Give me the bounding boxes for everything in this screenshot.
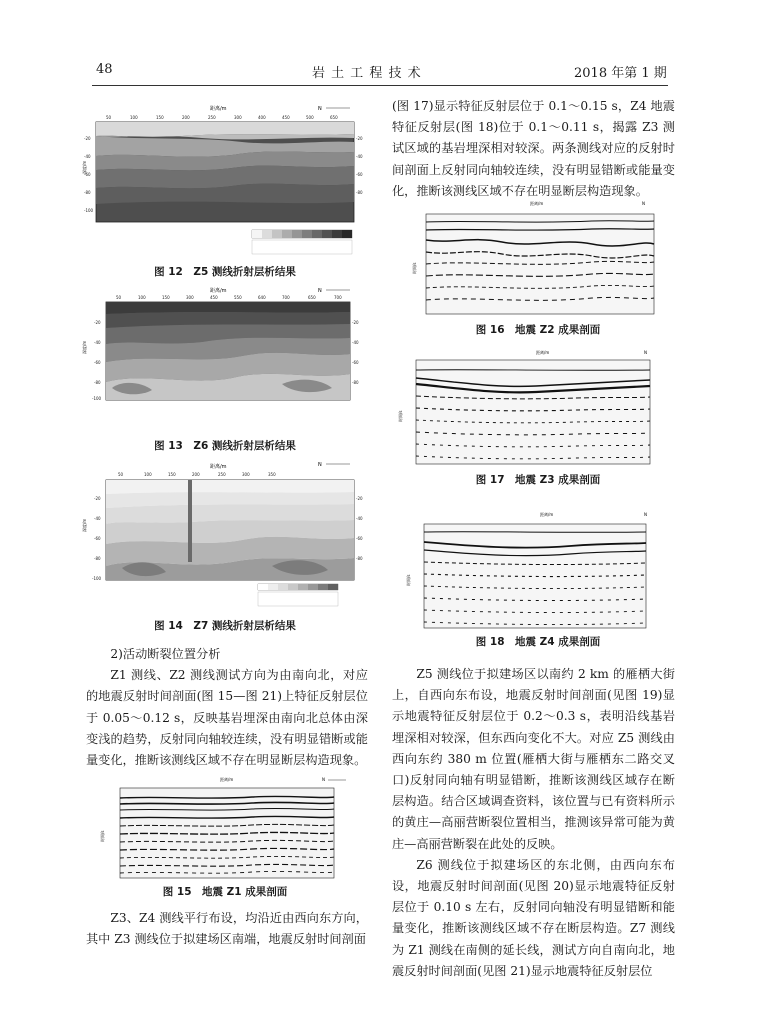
svg-text:-80: -80 [356, 556, 363, 561]
svg-text:150: 150 [168, 472, 176, 477]
svg-text:700: 700 [282, 295, 290, 300]
svg-text:-20: -20 [356, 136, 363, 141]
svg-text:200: 200 [192, 472, 200, 477]
fig15-caption: 图 15 地震 Z1 成果剖面 [162, 886, 288, 898]
left-text-block-2 [86, 908, 368, 950]
fig17-caption: 图 17 地震 Z3 成果剖面 [475, 474, 601, 486]
svg-text:-20: -20 [352, 320, 359, 325]
figure-13 [82, 284, 368, 434]
svg-text:400: 400 [258, 115, 266, 120]
svg-text:150: 150 [162, 295, 170, 300]
svg-text:300: 300 [186, 295, 194, 300]
fig13-ylabel: 深度/m [82, 340, 87, 354]
fig12-caption: 图 12 Z5 测线折射层析结果 [154, 266, 296, 278]
svg-text:-80: -80 [352, 380, 359, 385]
section-heading: 2)活动断裂位置分析 [110, 647, 221, 661]
svg-text:-20: -20 [94, 320, 101, 325]
fig16-north: N [642, 201, 645, 206]
svg-text:-60: -60 [356, 172, 363, 177]
svg-text:-60: -60 [356, 536, 363, 541]
fig14-ylabel: 深度/m [82, 518, 87, 532]
svg-text:50: 50 [106, 115, 112, 120]
svg-text:100: 100 [144, 472, 152, 477]
svg-text:50: 50 [118, 472, 124, 477]
svg-text:-60: -60 [84, 172, 91, 177]
fig15-xlabel: 距离/m [220, 777, 234, 782]
fig15-ylabel: 时间/s [100, 830, 105, 842]
svg-text:640: 640 [258, 295, 266, 300]
svg-text:300: 300 [242, 472, 250, 477]
svg-text:-80: -80 [356, 190, 363, 195]
svg-text:-100: -100 [84, 208, 94, 213]
figure-16 [412, 200, 666, 318]
fig13-xlabel: 距离/m [210, 288, 227, 294]
svg-text:150: 150 [156, 115, 164, 120]
paragraph-z5: Z5 测线位于拟建场区以南约 2 km 的雁栖大街上，自西向东布设，地震反射时间剖面(见图 19)显示地震特征反射层位于 0.2～0.3 s，表明沿线基岩埋深相对较深，但东西向变化不大。对应 Z5 测线由西向东约 380 m 位置(雁栖大街与雁栖东二路交叉口)反射同向轴有明显错断，推断该测线区域存在断层构造。结合区域调查资料，该位置与已有资料所示的黄庄—高丽营断裂位置相当，推测该异常可能为黄庄—高丽营断裂在此处的反映。 [392, 667, 675, 851]
paragraph-z1-z2: Z1 测线、Z2 测线测试方向为由南向北，对应的地震反射时间剖面(图 15—图 21)上特征反射层位于 0.05～0.12 s，反映基岩埋深由南向北总体由深变浅的趋势，反射同向轴较连续，没有明显错断或能量变化，推断该测线区域不存在明显断层构造现象。 [86, 668, 368, 768]
svg-text:650: 650 [330, 115, 338, 120]
header-rule [92, 85, 668, 86]
svg-text:100: 100 [138, 295, 146, 300]
svg-text:200: 200 [182, 115, 190, 120]
svg-text:-80: -80 [94, 556, 101, 561]
figure-17 [396, 348, 668, 466]
fig18-caption: 图 18 地震 Z4 成果剖面 [475, 636, 601, 648]
svg-text:-80: -80 [94, 380, 101, 385]
figure-15 [92, 776, 362, 882]
fig18-ylabel: 时间/s [406, 574, 411, 586]
right-text-block-2 [392, 664, 675, 982]
fig16-caption: 图 16 地震 Z2 成果剖面 [475, 324, 601, 336]
svg-text:450: 450 [282, 115, 290, 120]
svg-text:-40: -40 [356, 516, 363, 521]
figure-12 [82, 100, 368, 260]
fig14-north: N [318, 462, 322, 468]
svg-text:-60: -60 [352, 360, 359, 365]
page-number: 48 [96, 62, 113, 77]
paragraph-z3-z4: Z3、Z4 测线平行布设，均沿近由西向东方向，其中 Z3 测线位于拟建场区南端，地震反射时间剖面 [86, 911, 368, 947]
svg-text:-20: -20 [356, 496, 363, 501]
svg-text:250: 250 [208, 115, 216, 120]
fig18-xlabel: 距离/m [540, 512, 554, 517]
fig17-ylabel: 时间/s [398, 410, 403, 422]
svg-text:-40: -40 [84, 154, 91, 159]
svg-text:-60: -60 [94, 536, 101, 541]
fig12-north: N [318, 106, 322, 112]
fig14-caption: 图 14 Z7 测线折射层析结果 [154, 620, 296, 632]
svg-text:100: 100 [130, 115, 138, 120]
svg-text:-20: -20 [84, 136, 91, 141]
svg-text:-100: -100 [92, 576, 102, 581]
svg-text:500: 500 [306, 115, 314, 120]
figure-14 [82, 458, 368, 614]
svg-text:-40: -40 [94, 516, 101, 521]
journal-title: 岩 土 工 程 技 术 [312, 66, 422, 81]
fig14-xlabel: 距离/m [210, 464, 227, 470]
svg-text:-40: -40 [356, 154, 363, 159]
fig12-ylabel: 深度/m [82, 160, 87, 174]
svg-text:700: 700 [334, 295, 342, 300]
left-text-block-1 [86, 644, 368, 771]
svg-text:350: 350 [268, 472, 276, 477]
paragraph-z6-z7: Z6 测线位于拟建场区的东北侧，由西向东布设，地震反射时间剖面(见图 20)显示地震特征反射层位于 0.10 s 左右，反射同向轴没有明显错断和能量变化，推断该测线区域不存在断层构造。Z7 测线为 Z1 测线在南侧的延长线，测试方向自南向北，地震反射时间剖面(见图 21)显示地震特征反射层位 [392, 857, 675, 978]
svg-text:-40: -40 [94, 340, 101, 345]
svg-text:-100: -100 [92, 396, 102, 401]
fig17-north: N [644, 350, 647, 355]
paragraph-z3-z4-cont: (图 17)显示特征反射层位于 0.1～0.15 s，Z4 地震特征反射层(图 18)位于 0.1～0.11 s，揭露 Z3 测试区域的基岩埋深相对较深。两条测线对应的反射时间剖面上反射同向轴较连续，没有明显错断或能量变化，推断该测线区域不存在明显断层构造现象。 [392, 99, 675, 198]
svg-text:450: 450 [210, 295, 218, 300]
svg-text:-80: -80 [84, 190, 91, 195]
svg-text:650: 650 [308, 295, 316, 300]
fig12-xlabel: 距离/m [210, 106, 227, 112]
figure-18 [400, 510, 670, 630]
fig16-ylabel: 时间/s [412, 262, 417, 274]
fig18-north: N [644, 512, 647, 517]
fig17-xlabel: 距离/m [536, 350, 550, 355]
right-text-block-1 [392, 96, 675, 202]
fig13-north: N [318, 288, 322, 294]
svg-text:250: 250 [218, 472, 226, 477]
svg-text:-40: -40 [352, 340, 359, 345]
fig15-north: N [322, 777, 325, 782]
svg-text:50: 50 [116, 295, 122, 300]
svg-text:-60: -60 [94, 360, 101, 365]
svg-text:-20: -20 [94, 496, 101, 501]
svg-text:300: 300 [234, 115, 242, 120]
svg-text:550: 550 [234, 295, 242, 300]
issue-label: 2018 年第 1 期 [574, 66, 667, 81]
fig13-caption: 图 13 Z6 测线折射层析结果 [154, 440, 296, 452]
fig16-xlabel: 距离/m [530, 201, 544, 206]
